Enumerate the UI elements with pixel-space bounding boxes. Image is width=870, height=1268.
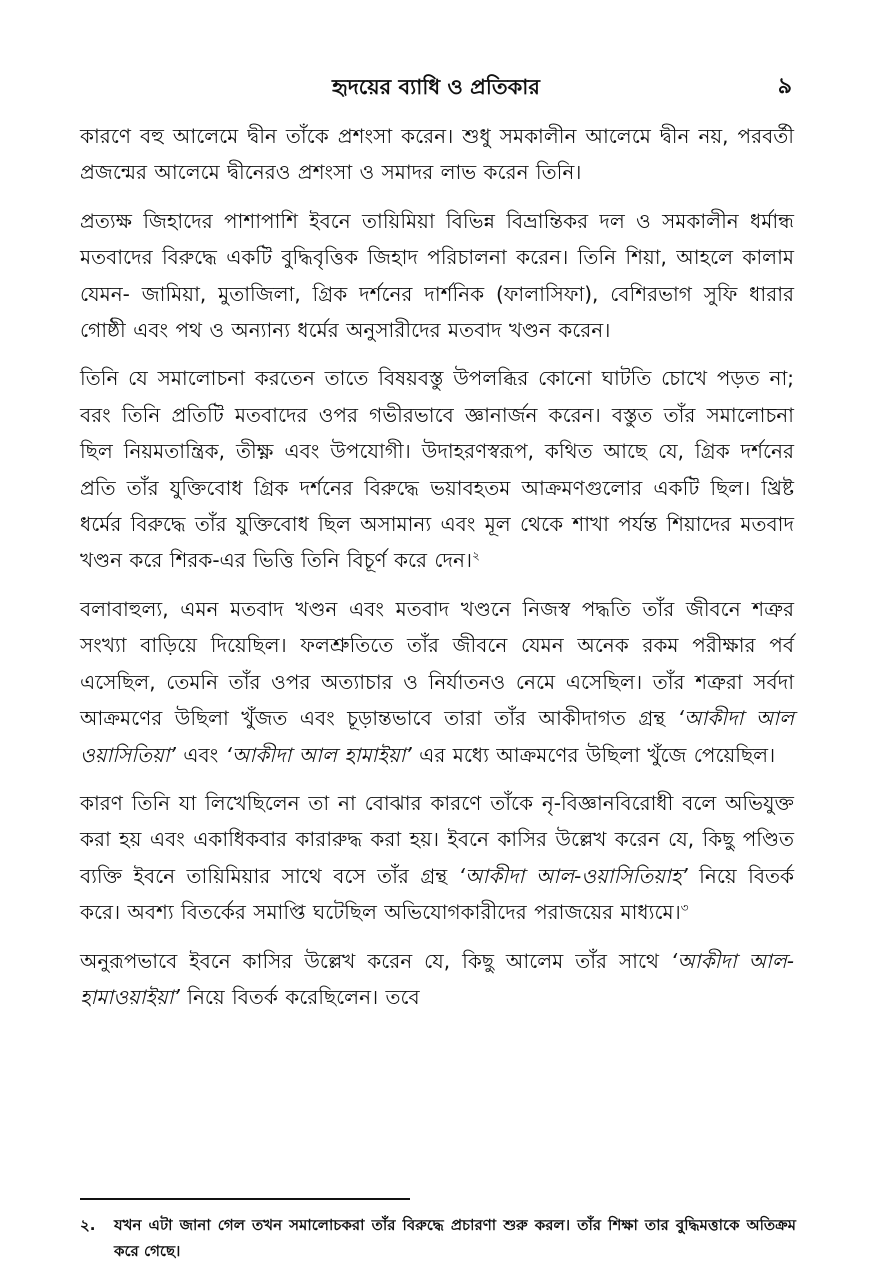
text-segment: নিয়ে বিতর্ক করেছিলেন। তবে: [179, 984, 420, 1009]
body-text: [80, 118, 794, 1027]
paragraph-2: [80, 203, 794, 349]
footnote-text: যখন এটা জানা গেল তখন সমালোচকরা তাঁর বিরুদ্ধে প্রচারণা শুরু করল। তাঁর শিক্ষা তার বুদ্ধিমত্তাকে অতিক্রম করে গেছে।: [114, 1216, 796, 1260]
page-number: ৯: [777, 74, 792, 99]
footnote-marker[interactable]: ২: [472, 548, 480, 563]
book-title: ‘আকীদা আল-হামাওয়াইয়া’: [80, 948, 795, 1009]
footnote-divider: [80, 1198, 410, 1200]
text-segment: কারণ তিনি যা লিখেছিলেন তা না বোঝার কারণে তাঁকে নৃ-বিজ্ঞানবিরোধী বলে অভিযুক্ত করা হয় এবং একাধিকবার কারারুদ্ধ করা হয়। ইবনে কাসির উল্লেখ করেন যে, কিছু পণ্ডিত ব্যক্তি ইবনে তায়িমিয়ার সাথে বসে তাঁর গ্রন্থ: [80, 790, 794, 888]
text-segment: নিয়ে বিতর্ক করে। অবশ্য বিতর্কের সমাপ্তি ঘটেছিল অভিযোগকারীদের পরাজয়ের মাধ্যমে।: [80, 863, 794, 925]
text-segment: কারণে বহু আলেমে দ্বীন তাঁকে প্রশংসা করেন। শুধু সমকালীন আলেমে দ্বীন নয়, পরবর্তী প্রজন্মের আলেমে দ্বীনেরও প্রশংসা ও সমাদর লাভ করেন তিনি।: [80, 124, 794, 185]
paragraph-4: [80, 591, 794, 773]
text-segment: প্রত্যক্ষ জিহাদের পাশাপাশি ইবনে তায়িমিয়া বিভিন্ন বিভ্রান্তিকর দল ও সমকালীন ধর্মান্ধ মতবাদের বিরুদ্ধে একটি বুদ্ধিবৃত্তিক জিহাদ পরিচালনা করেন। তিনি শিয়া, আহলে কালাম যেমন- জামিয়া, মুতাজিলা, গ্রিক দর্শনের দার্শনিক (ফালাসিফা), বেশিরভাগ সুফি ধারার গোষ্ঠী এবং পথ ও অন্যান্য ধর্মের অনুসারীদের মতবাদ খণ্ডন করেন।: [80, 208, 794, 343]
paragraph-6: [80, 943, 794, 1016]
text-segment: বলাবাহুল্য, এমন মতবাদ খণ্ডন এবং মতবাদ খণ্ডনে নিজস্ব পদ্ধতি তাঁর জীবনে শত্রুর সংখ্যা বাড়িয়ে দিয়েছিল। ফলশ্রুতিতে তাঁর জীবনে যেমন অনেক রকম পরীক্ষার পর্ব এসেছিল, তেমনি তাঁর ওপর অত্যাচার ও নির্যাতনও নেমে এসেছিল। তাঁর শত্রুরা সর্বদা আক্রমণের উছিলা খুঁজত এবং চূড়ান্তভাবে তারা তাঁর আকীদাগত গ্রন্থ: [80, 596, 794, 731]
book-title: ‘আকীদা আল হামাইয়া’: [225, 742, 412, 767]
page-header: [80, 72, 792, 106]
footnote-number: ২.: [80, 1216, 96, 1234]
paragraph-5: [80, 785, 794, 931]
paragraph-1: [80, 118, 794, 191]
running-head: হৃদয়ের ব্যাধি ও প্রতিকার: [332, 75, 540, 99]
book-title: ‘আকীদা আল-ওয়াসিতিয়াহ’: [458, 863, 688, 888]
text-segment: অনুরূপভাবে ইবনে কাসির উল্লেখ করেন যে, কিছু আলেম তাঁর সাথে: [80, 948, 671, 973]
footnote: [80, 1212, 796, 1264]
book-title: ‘আকীদা আল ওয়াসিতিয়া’: [80, 706, 795, 767]
footnote-marker[interactable]: ৩: [680, 900, 689, 915]
text-segment: এবং: [175, 742, 226, 767]
text-segment: তিনি যে সমালোচনা করতেন তাতে বিষয়বস্তু উপলব্ধির কোনো ঘাটতি চোখে পড়ত না; বরং তিনি প্রতিটি মতবাদের ওপর গভীরভাবে জ্ঞানার্জন করেন। বস্তুত তাঁর সমালোচনা ছিল নিয়মতান্ত্রিক, তীক্ষ্ণ এবং উপযোগী। উদাহরণস্বরূপ, কথিত আছে যে, গ্রিক দর্শনের প্রতি তাঁর যুক্তিবোধ গ্রিক দর্শনের বিরুদ্ধে ভয়াবহতম আক্রমণগুলোর একটি ছিল। খ্রিষ্ট ধর্মের বিরুদ্ধে তাঁর যুক্তিবোধ ছিল অসামান্য এবং মূল থেকে শাখা পর্যন্ত শিয়াদের মতবাদ খণ্ডন করে শিরক-এর ভিত্তি তিনি বিচূর্ণ করে দেন।: [80, 366, 794, 573]
text-segment: এর মধ্যে আক্রমণের উছিলা খুঁজে পেয়েছিল।: [411, 742, 776, 767]
paragraph-3: [80, 360, 794, 578]
